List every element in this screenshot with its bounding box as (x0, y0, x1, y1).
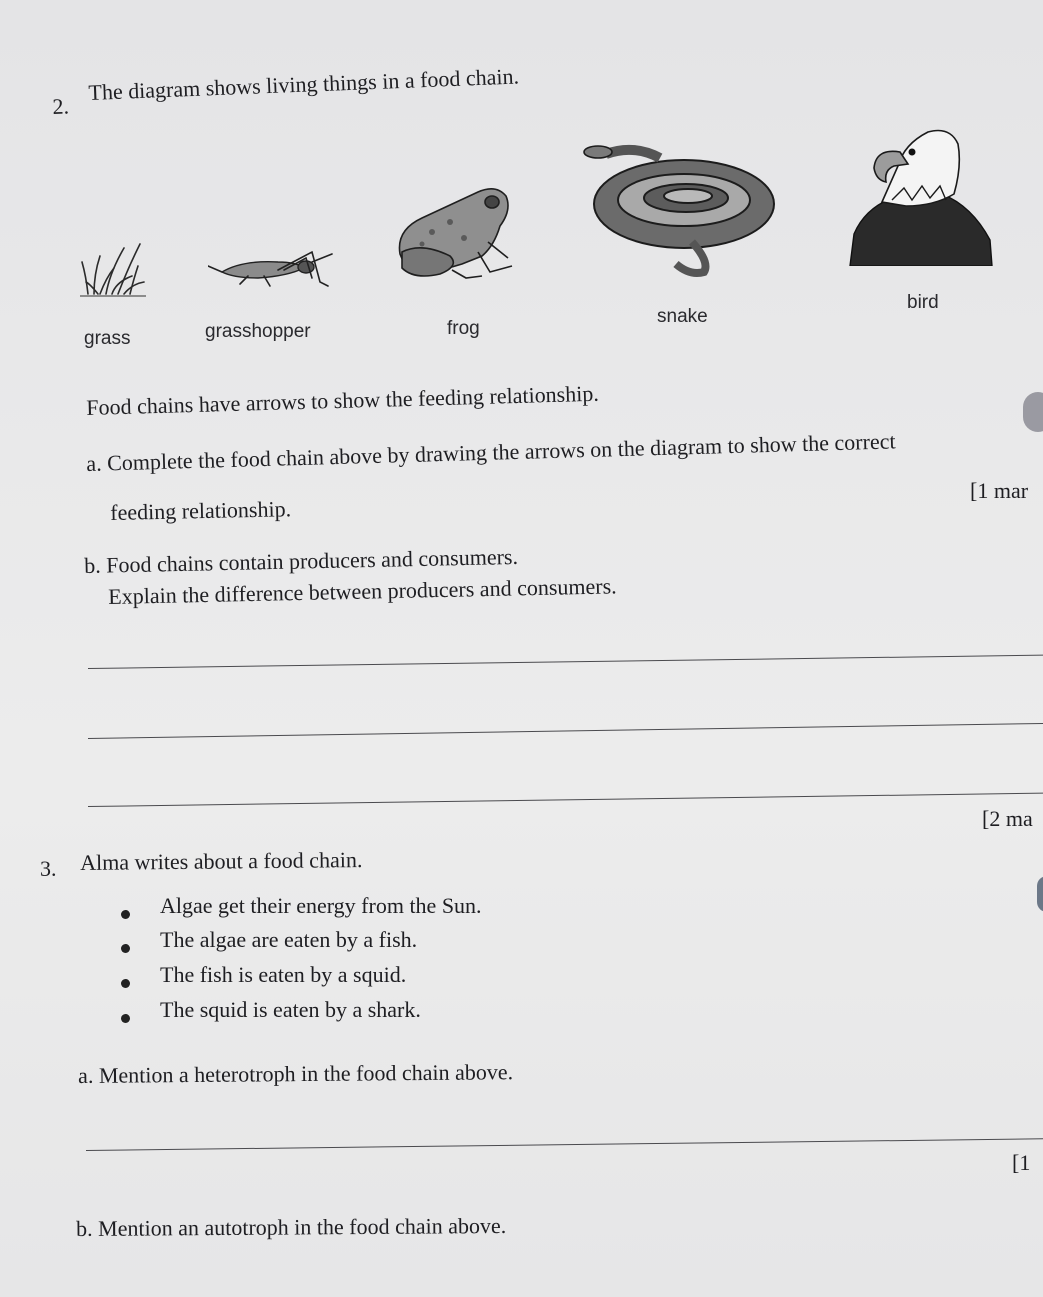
q3-bullet-4: The squid is eaten by a shark. (160, 997, 421, 1022)
q3-intro: Alma writes about a food chain. (80, 847, 363, 875)
answer-line[interactable] (88, 723, 1043, 739)
q2a-marks: [1 mar (970, 478, 1029, 503)
q2a-line1: a. Complete the food chain above by drawing the arrows on the diagram to show the correct (86, 428, 896, 476)
q2b-line1: b. Food chains contain producers and consumers. (84, 543, 519, 578)
q2-number: 2. (52, 93, 70, 119)
page-edge-shadow (1023, 392, 1043, 432)
bullet-dot (121, 910, 130, 919)
label-snake: snake (657, 306, 708, 327)
answer-line[interactable] (88, 655, 1043, 669)
label-grasshopper: grasshopper (205, 321, 311, 342)
q3-bullet-2: The algae are eaten by a fish. (160, 927, 418, 952)
label-bird: bird (907, 292, 939, 313)
snake-image (576, 138, 782, 278)
label-frog: frog (447, 318, 480, 339)
q3a-text: a. Mention a heterotroph in the food chain above. (78, 1059, 514, 1088)
grasshopper-image (208, 248, 334, 292)
q3-bullet-1: Algae get their energy from the Sun. (160, 893, 482, 918)
q3-bullet-3: The fish is eaten by a squid. (160, 962, 407, 987)
q3b-text: b. Mention an autotroph in the food chain above. (76, 1212, 507, 1241)
label-grass: grass (84, 328, 131, 349)
bird-image (846, 124, 996, 266)
bullet-dot (121, 979, 130, 988)
q3a-marks: [1 (1012, 1150, 1031, 1175)
page-edge-shadow (1037, 876, 1043, 912)
q2-intro: The diagram shows living things in a food chain. (88, 63, 520, 105)
grass-image (80, 238, 150, 300)
q2b-line2: Explain the difference between producers and consumers. (108, 573, 617, 609)
q2-arrows-text: Food chains have arrows to show the feeding relationship. (86, 380, 600, 420)
answer-line[interactable] (88, 793, 1043, 807)
q2a-line2: feeding relationship. (110, 496, 292, 525)
frog-image (392, 182, 522, 282)
answer-line[interactable] (86, 1138, 1043, 1151)
bullet-dot (121, 1014, 130, 1023)
q2b-marks: [2 ma (982, 806, 1033, 831)
q3-number: 3. (40, 856, 57, 881)
bullet-dot (121, 944, 130, 953)
